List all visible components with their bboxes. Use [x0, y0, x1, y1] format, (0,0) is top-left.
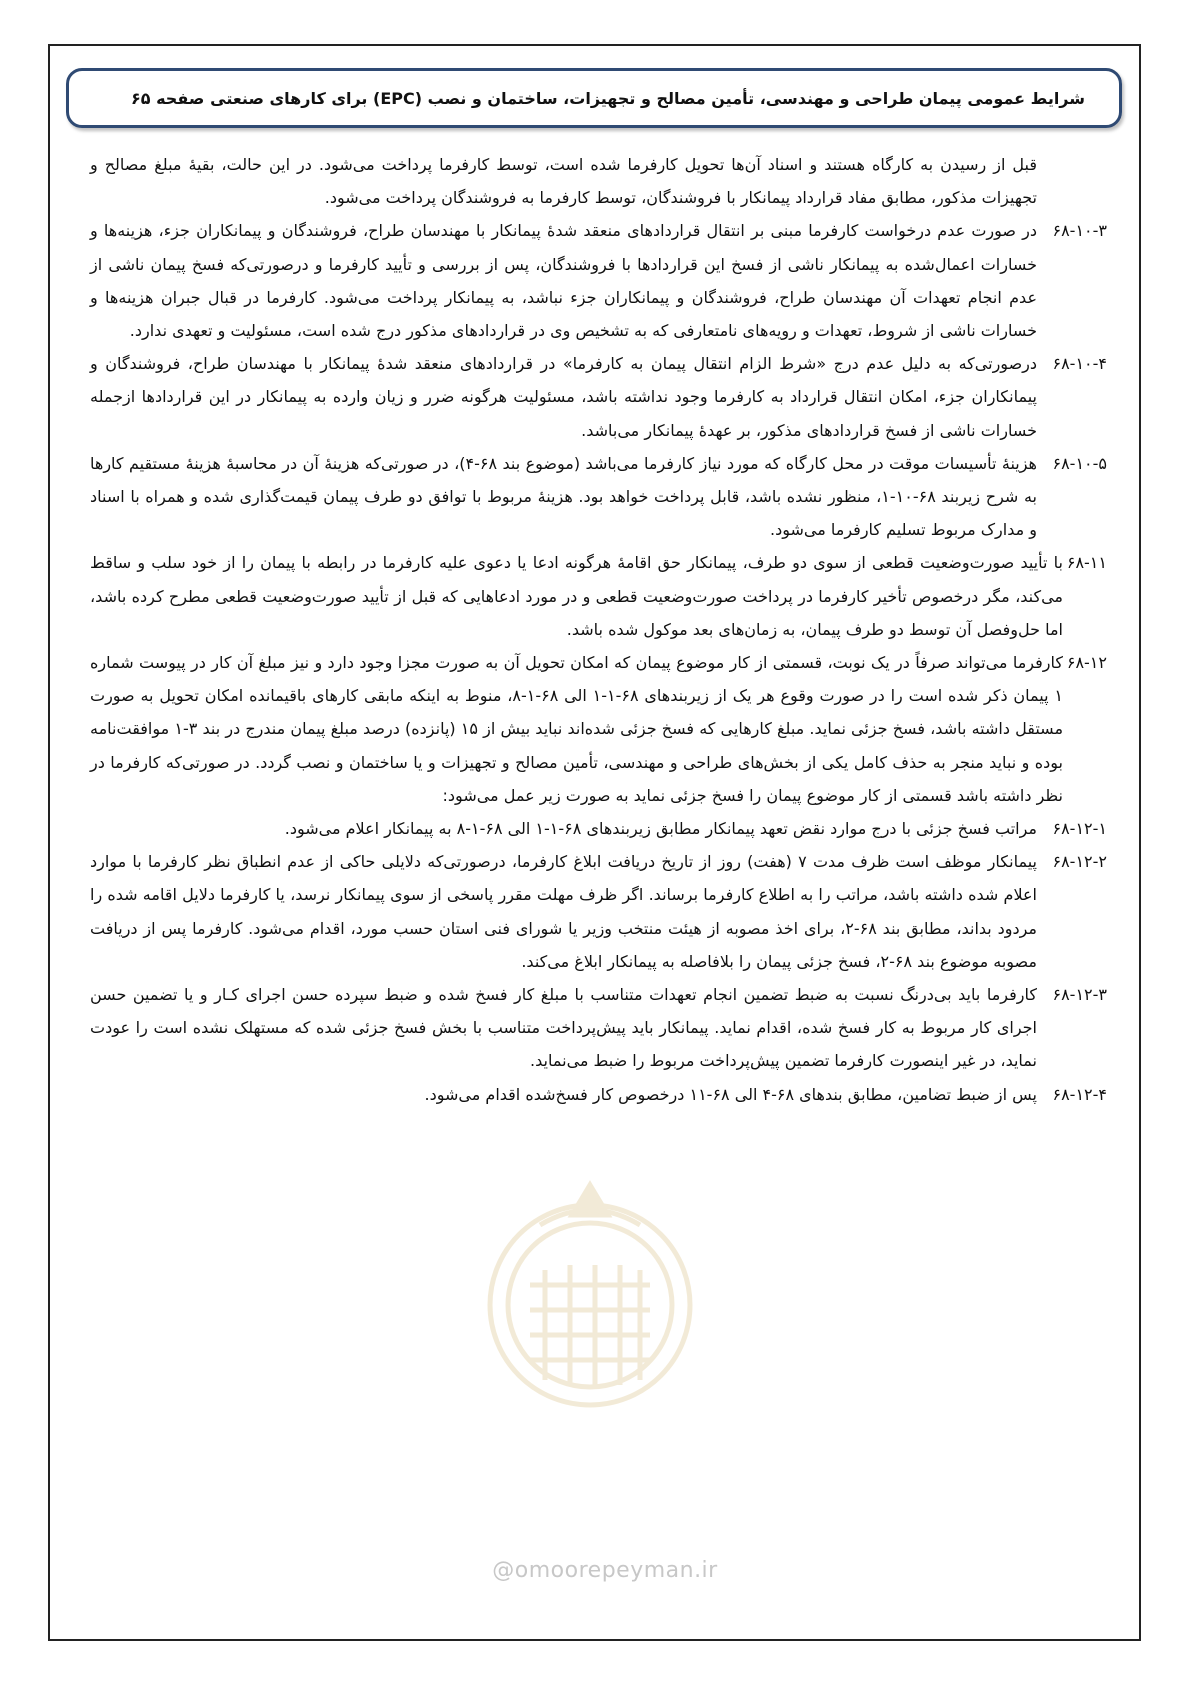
clause-number: ۶۸-۱۲-۱	[1052, 819, 1107, 839]
clause-text: درصورتی‌که به دلیل عدم درج «شرط الزام انتقال پیمان به کارفرما» در قراردادهای منعقد شدهٔ پیمانکار با مهندسان طراح، فروشندگان و پیمانکاران جزء، امکان انتقال قرارداد به کارفرما وجود نداشته باشد، مسئولیت هرگونه ضرر و زیان وارده به پیمانکار در این قراردادها ازجمله خسارات ناشی از فسخ قراردادهای مذکور، بر عهدهٔ پیمانکار می‌باشد.	[90, 354, 1037, 440]
clause-68-12	[90, 646, 1107, 812]
clause-68-11	[90, 546, 1107, 646]
intro-paragraph: قبل از رسیدن به کارگاه هستند و اسناد آن‌ها تحویل کارفرما شده است، توسط کارفرما پرداخت می‌شود. در این حالت، بقیهٔ مبلغ مصالح و تجهیزات مذکور، مطابق مفاد قرارداد پیمانکار با فروشندگان، توسط کارفرما به فروشندگان پرداخت می‌شود.	[90, 155, 1037, 208]
clause-68-12-1	[90, 812, 1107, 845]
page-number: صفحه ۶۵	[131, 88, 205, 108]
clause-text: در صورت عدم درخواست کارفرما مبنی بر انتقال قراردادهای منعقد شدهٔ پیمانکار با مهندسان طراح، فروشندگان و پیمانکاران جزء، هزینه‌ها و خسارات اعمال‌شده به پیمانکار ناشی از فسخ این قراردادها با فروشندگان، پس از بررسی و تأیید کارفرما و درصورتی‌که فسخ پیمان ناشی از عدم انجام تعهدات آن مهندسان طراح، فروشندگان و پیمانکاران جزء نباشد، به پیمانکار پرداخت می‌شود. کارفرما در قبال جبران هزینه‌ها و خسارات ناشی از شروط، تعهدات و رویه‌های نامتعارفی که به تشخیص وی در قراردادهای مذکور درج شده است، مسئولیت و تعهدی ندارد.	[90, 221, 1037, 341]
clause-text: پس از ضبط تضامین، مطابق بندهای ۶۸-۴ الی ۶۸-۱۱ درخصوص کار فسخ‌شده اقدام می‌شود.	[424, 1084, 1037, 1104]
document-title: شرایط عمومی پیمان طراحی و مهندسی، تأمین مصالح و تجهیزات، ساختمان و نصب (EPC) برای کارهای صنعتی	[210, 88, 1085, 108]
clause-68-12-3	[90, 978, 1107, 1078]
clause-text: مراتب فسخ جزئی با درج موارد نقض تعهد پیمانکار مطابق زیربندهای ۶۸-۱-۱ الی ۶۸-۱-۸ به پیمانکار اعلام می‌شود.	[284, 819, 1037, 839]
clause-number: ۶۸-۱۲-۲	[1052, 852, 1107, 872]
document-body	[90, 148, 1107, 1111]
clause-text: کارفرما باید بی‌درنگ نسبت به ضبط تضمین انجام تعهدات متناسب با مبلغ کار فسخ شده و ضبط سپرده حسن اجرای کـار و یا تضمین حسن اجرای کار مربوط به کار فسخ شده، اقدام نماید. پیمانکار باید پیش‌پرداخت متناسب با بخش فسخ جزئی شده که مستهلک نشده است را عودت نماید، در غیر اینصورت کارفرما تضمین پیش‌پرداخت مربوط را ضبط می‌نماید.	[90, 985, 1037, 1071]
clause-text: پیمانکار موظف است ظرف مدت ۷ (هفت) روز از تاریخ دریافت ابلاغ کارفرما، درصورتی‌که دلایلی حاکی از عدم انطباق نظر کارفرما با موارد اعلام شده داشته باشد، مراتب را به اطلاع کارفرما برساند. اگر ظرف مهلت مقرر پاسخی از سوی پیمانکار نرسد، یا کارفرما دلایل اقامه شده را مردود بداند، مطابق بند ۶۸-۲، برای اخذ مصوبه از هیئت منتخب وزیر یا شورای فنی استان حسب مورد، اقدام می‌شود. کارفرما پس از دریافت مصوبه موضوع بند ۶۸-۲، فسخ جزئی پیمان را بلافاصله به پیمانکار ابلاغ می‌کند.	[90, 852, 1038, 971]
clause-68-10-4	[90, 347, 1107, 447]
clause-text: با تأیید صورت‌وضعیت قطعی از سوی دو طرف، پیمانکار حق اقامهٔ هرگونه ادعا یا دعوی علیه کارفرما در رابطه با پیمان را از خود سلب و ساقط می‌کند، مگر درخصوص تأخیر کارفرما در پرداخت صورت‌وضعیت قطعی و در مورد ادعاهایی که قبل از تأیید صورت‌وضعیت قطعی مطرح کرده باشد، اما حل‌وفصل آن توسط دو طرف پیمان، به زمان‌های بعد موکول شده باشد.	[90, 553, 1063, 639]
clause-text: هزینهٔ تأسیسات موقت در محل کارگاه که مورد نیاز کارفرما می‌باشد (موضوع بند ۶۸-۴)، در صورتی‌که هزینهٔ آن در محاسبهٔ هزینهٔ مستقیم کارها به شرح زیربند ۶۸-۱۰-۱، منظور نشده باشد، قابل پرداخت خواهد بود. هزینهٔ مربوط با توافق دو طرف پیمان قیمت‌گذاری شده و همراه با اسناد و مدارک مربوط تسلیم کارفرما می‌شود.	[90, 453, 1037, 540]
clause-number: ۶۸-۱۲-۳	[1052, 985, 1107, 1005]
watermark-site-text: @omoorepeyman.ir	[492, 1558, 718, 1583]
clause-number: ۶۸-۱۱	[1066, 553, 1107, 573]
clause-text: کارفرما می‌تواند صرفاً در یک نوبت، قسمتی از کار موضوع پیمان که امکان تحویل آن به صورت مجزا وجود دارد و نیز مبلغ آن کار در پیوست شماره ۱ پیمان ذکر شده است را در صورت وقوع هر یک از زیربندهای ۶۸-۱-۱ الی ۶۸-۱-۸، منوط به اینکه مابقی کارهای باقیمانده امکان تحویل به صورت مستقل داشته باشد، فسخ جزئی نماید. مبلغ کارهایی که فسخ جزئی شده‌اند نباید بیش از ۱۵ (پانزده) درصد مبلغ پیمان مندرج در بند ۳-۱ موافقت‌نامه بوده و نباید منجر به حذف کامل یکی از بخش‌های طراحی و مهندسی، تأمین مصالح و تجهیزات و یا ساختمان و نصب گردد. در صورتی‌که کارفرما در نظر داشته باشد قسمتی از کار موضوع پیمان را فسخ جزئی نماید به صورت زیر عمل می‌شود:	[90, 653, 1064, 805]
clause-number: ۶۸-۱۰-۵	[1052, 453, 1107, 473]
clause-number: ۶۸-۱۲	[1066, 653, 1107, 673]
clause-number: ۶۸-۱۰-۴	[1052, 354, 1107, 374]
clause-number: ۶۸-۱۰-۳	[1052, 221, 1107, 241]
clause-68-10-3	[90, 214, 1107, 347]
clause-68-12-4	[90, 1078, 1107, 1111]
clause-number: ۶۸-۱۲-۴	[1052, 1084, 1107, 1104]
clause-68-12-2	[90, 845, 1107, 978]
clause-68-10-5	[90, 447, 1107, 547]
page-header	[66, 68, 1122, 128]
